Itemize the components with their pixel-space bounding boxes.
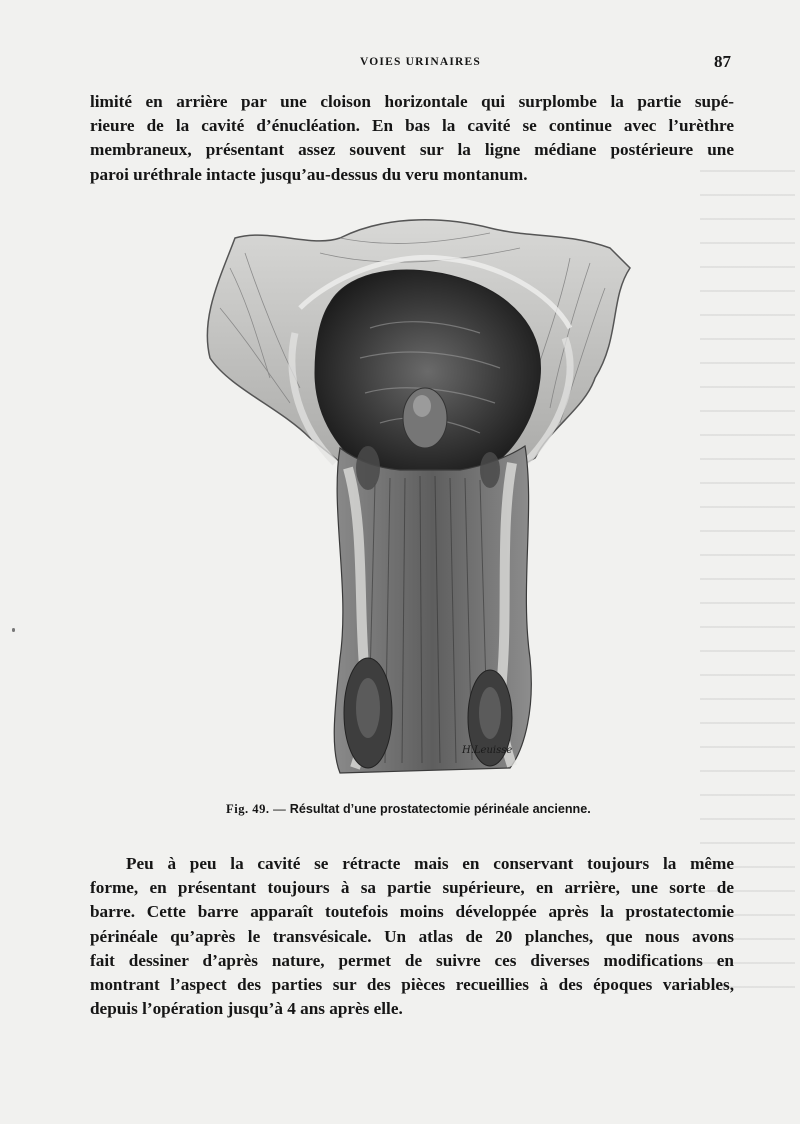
text-line: paroi uréthrale intacte jusqu’au-dessus du veru montanum. bbox=[90, 164, 528, 184]
artist-signature: H.Leuisse bbox=[462, 745, 513, 756]
figure-caption bbox=[226, 802, 591, 817]
text-line: limité en arrière par une cloison horizontale qui surplombe la partie supé- bbox=[90, 92, 734, 111]
text-line: barre. Cette barre apparaît toutefois moins développée après la prostatectomie bbox=[90, 902, 734, 922]
page-number: 87 bbox=[714, 52, 731, 71]
running-head: VOIES URINAIRES bbox=[360, 56, 481, 68]
text-line: montrant l’aspect des parties sur des pièces recueillies à des époques variables, bbox=[90, 974, 734, 994]
text-line: depuis l’opération jusqu’à 4 ans après elle. bbox=[90, 999, 403, 1019]
text-line: membraneux, présentant assez souvent sur la ligne médiane postérieure une bbox=[90, 140, 734, 160]
figure-label: Fig. 49. — bbox=[226, 802, 287, 816]
text-line: forme, en présentant toujours à sa partie supérieure, en arrière, une sorte de bbox=[90, 878, 734, 898]
text-line: Peu à peu la cavité se rétracte mais en conservant toujours la même bbox=[126, 854, 734, 873]
text-line: rieure de la cavité d’énucléation. En bas la cavité se continue avec l’urèthre bbox=[90, 116, 734, 136]
figure-caption-text: Résultat d’une prostatectomie périnéale ancienne. bbox=[289, 802, 591, 816]
paragraph-1 bbox=[90, 90, 734, 187]
paragraph-2 bbox=[90, 852, 734, 1021]
text-line: périnéale qu’après le transvésicale. Un atlas de 20 planches, que nous avons bbox=[90, 926, 734, 946]
page-speck bbox=[12, 628, 15, 632]
text-line: fait dessiner d’après nature, permet de suivre ces diverses modifications en bbox=[90, 950, 734, 970]
anatomical-illustration bbox=[190, 208, 640, 780]
